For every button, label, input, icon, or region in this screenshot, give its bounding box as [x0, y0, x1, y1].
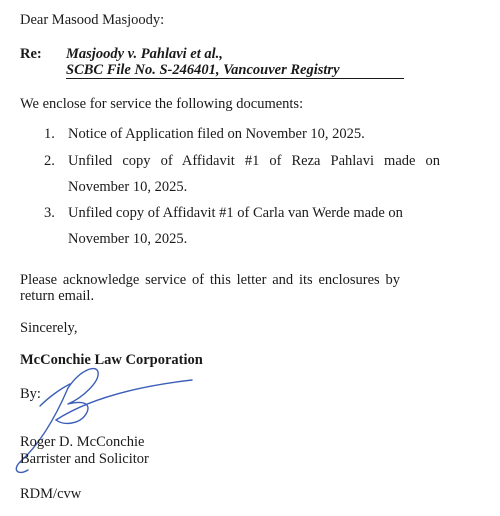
by-label: By: — [20, 386, 41, 402]
list-item-number: 3. — [44, 205, 55, 221]
closing: Sincerely, — [20, 320, 78, 336]
re-underline — [66, 78, 404, 79]
firm-name: McConchie Law Corporation — [20, 352, 203, 368]
list-item-text: Unfiled copy of Affidavit #1 of Carla van Werde made on — [68, 205, 403, 221]
intro-text: We enclose for service the following documents: — [20, 96, 304, 112]
list-item-number: 1. — [44, 126, 55, 142]
list-item-text: Notice of Application filed on November 10, 2025. — [68, 126, 365, 142]
list-item-text-cont: November 10, 2025. — [68, 231, 188, 247]
signatory-title: Barrister and Solicitor — [20, 451, 149, 467]
salutation: Dear Masood Masjoody: — [20, 12, 165, 28]
reference-initials: RDM/cvw — [20, 486, 82, 502]
list-item-number: 2. — [44, 153, 55, 169]
file-number: SCBC File No. S-246401, Vancouver Registry — [66, 62, 340, 78]
handwritten-signature — [10, 358, 200, 488]
list-item-text: Unfiled copy of Affidavit #1 of Reza Pahlavi made on — [68, 153, 440, 169]
list-item-text-cont: November 10, 2025. — [68, 179, 188, 195]
case-name: Masjoody v. Pahlavi et al., — [66, 46, 223, 62]
acknowledge-line-2: return email. — [20, 288, 95, 304]
acknowledge-line-1: Please acknowledge service of this letter and its enclosures by — [20, 272, 400, 288]
re-label: Re: — [20, 46, 42, 62]
signatory-name: Roger D. McConchie — [20, 434, 145, 450]
